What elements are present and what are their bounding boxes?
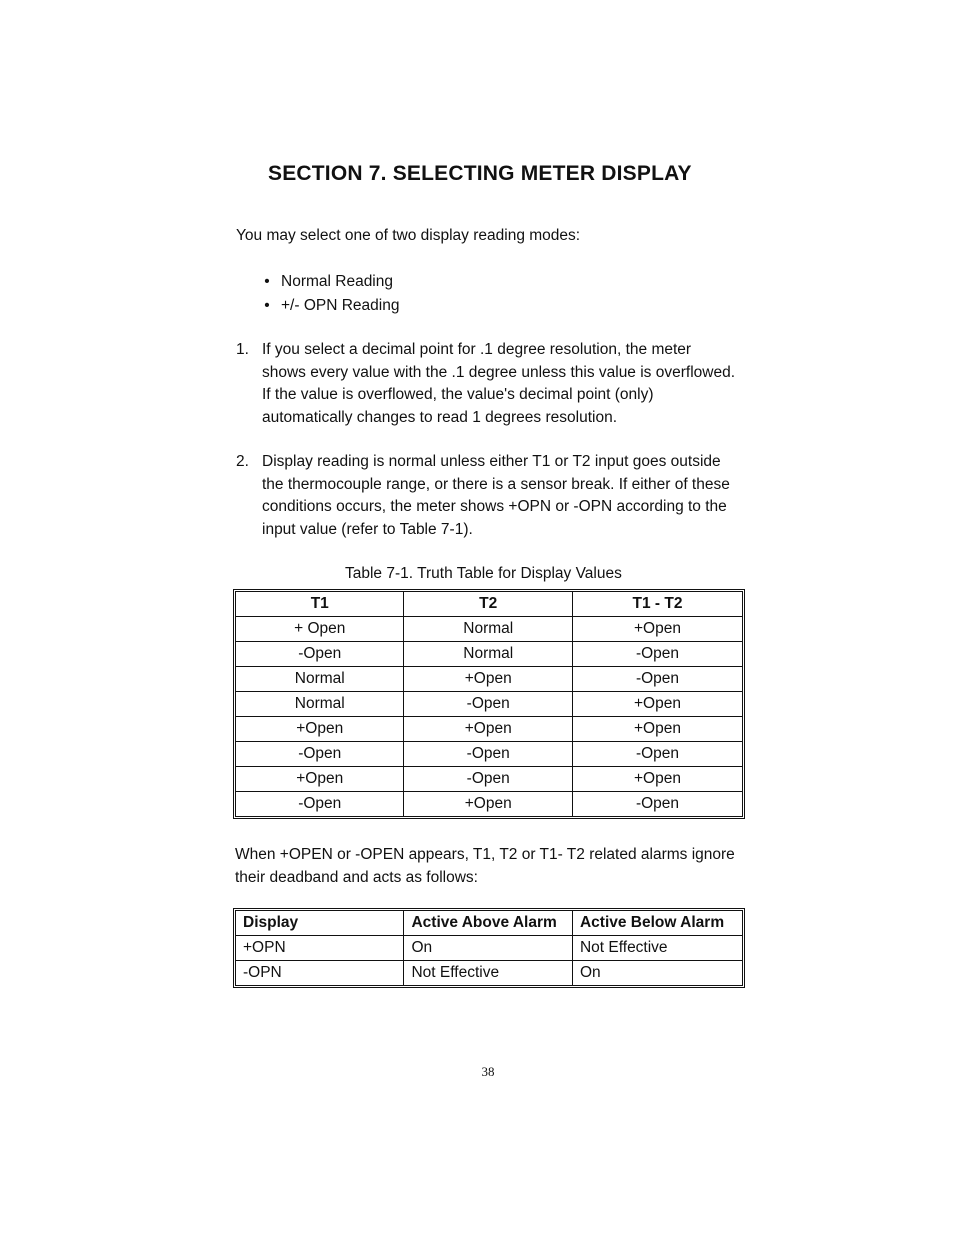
table-cell: Normal <box>236 692 404 717</box>
bullet-icon: • <box>264 297 270 314</box>
table-row <box>236 742 742 767</box>
text-line: input value (refer to Table 7-1). <box>262 520 473 538</box>
table-cell: -Open <box>573 742 742 767</box>
alarm-behavior-text <box>235 844 755 889</box>
bullet-icon: • <box>264 273 270 290</box>
text-line: the thermocouple range, or there is a sensor break. If either of these <box>262 475 730 493</box>
text-line: If the value is overflowed, the value's decimal point (only) <box>262 386 654 403</box>
table-cell: +Open <box>404 717 572 742</box>
table-cell: +Open <box>236 717 404 742</box>
list-item-text: Normal Reading <box>281 273 393 290</box>
table-row <box>236 667 742 692</box>
page-number: 38 <box>481 1064 495 1079</box>
item-number: 2. <box>236 453 249 470</box>
table-cell: +OPN <box>236 936 404 961</box>
text-line: If you select a decimal point for .1 degree resolution, the meter <box>262 341 692 358</box>
table-row <box>236 961 742 985</box>
list-item <box>262 294 399 318</box>
table-cell: -Open <box>236 792 404 816</box>
item-text <box>262 339 752 429</box>
table-header-row <box>236 592 742 617</box>
table-caption: Table 7-1. Truth Table for Display Values <box>345 565 622 582</box>
item-text <box>262 451 752 541</box>
column-header: Active Below Alarm <box>573 911 742 936</box>
table-row <box>236 936 742 961</box>
text-line: automatically changes to read 1 degrees resolution. <box>262 408 617 426</box>
list-item <box>262 270 399 294</box>
text-line: shows every value with the .1 degree unless this value is overflowed. <box>262 363 735 381</box>
table-cell: Not Effective <box>404 961 572 985</box>
table-cell: -Open <box>404 742 572 767</box>
table-row <box>236 617 742 642</box>
table-cell: +Open <box>573 617 742 642</box>
table-cell: +Open <box>573 692 742 717</box>
column-header: Active Above Alarm <box>404 911 572 936</box>
section-heading: SECTION 7. SELECTING METER DISPLAY <box>268 162 692 185</box>
table-cell: On <box>404 936 572 961</box>
table-cell: + Open <box>236 617 404 642</box>
alarm-table <box>233 908 745 988</box>
table-cell: Normal <box>236 667 404 692</box>
table-cell: -Open <box>404 767 572 792</box>
table-cell: -Open <box>635 795 680 812</box>
table-cell: Normal <box>404 642 572 667</box>
table-cell: -Open <box>573 642 742 667</box>
table-cell: -Open <box>404 692 572 717</box>
column-header: Display <box>236 911 404 936</box>
column-header: T1 <box>236 592 404 617</box>
text-line: Display reading is normal unless either T1 or T2 input goes outside <box>262 453 721 470</box>
table-row <box>236 717 742 742</box>
table-cell: +Open <box>236 767 404 792</box>
column-header: T1 - T2 <box>573 592 742 617</box>
table-cell: On <box>579 964 601 981</box>
table-header-row <box>236 911 742 936</box>
list-item-text: +/- OPN Reading <box>281 297 400 314</box>
item-number: 1. <box>236 341 249 358</box>
table-cell: Normal <box>404 617 572 642</box>
intro-text: You may select one of two display reading modes: <box>236 227 581 244</box>
table-row <box>236 692 742 717</box>
table-row <box>236 767 742 792</box>
column-header: T2 <box>404 592 572 617</box>
text-line: their deadband and acts as follows: <box>235 868 478 886</box>
truth-table <box>233 589 745 819</box>
table-cell: +Open <box>573 717 742 742</box>
table-cell: -Open <box>236 742 404 767</box>
table-cell: +Open <box>404 667 572 692</box>
display-mode-list <box>262 270 399 318</box>
table-row <box>236 642 742 667</box>
table-row <box>236 792 742 816</box>
table-cell: +Open <box>573 767 742 792</box>
table-cell: Not Effective <box>573 936 742 961</box>
table-cell: -Open <box>236 642 404 667</box>
text-line: When +OPEN or -OPEN appears, T1, T2 or T1- T2 related alarms ignore <box>235 846 735 863</box>
text-line: conditions occurs, the meter shows +OPN or -OPN according to the <box>262 498 727 515</box>
table-cell: -OPN <box>236 961 404 985</box>
table-cell: +Open <box>404 792 572 816</box>
table-cell: -Open <box>573 667 742 692</box>
